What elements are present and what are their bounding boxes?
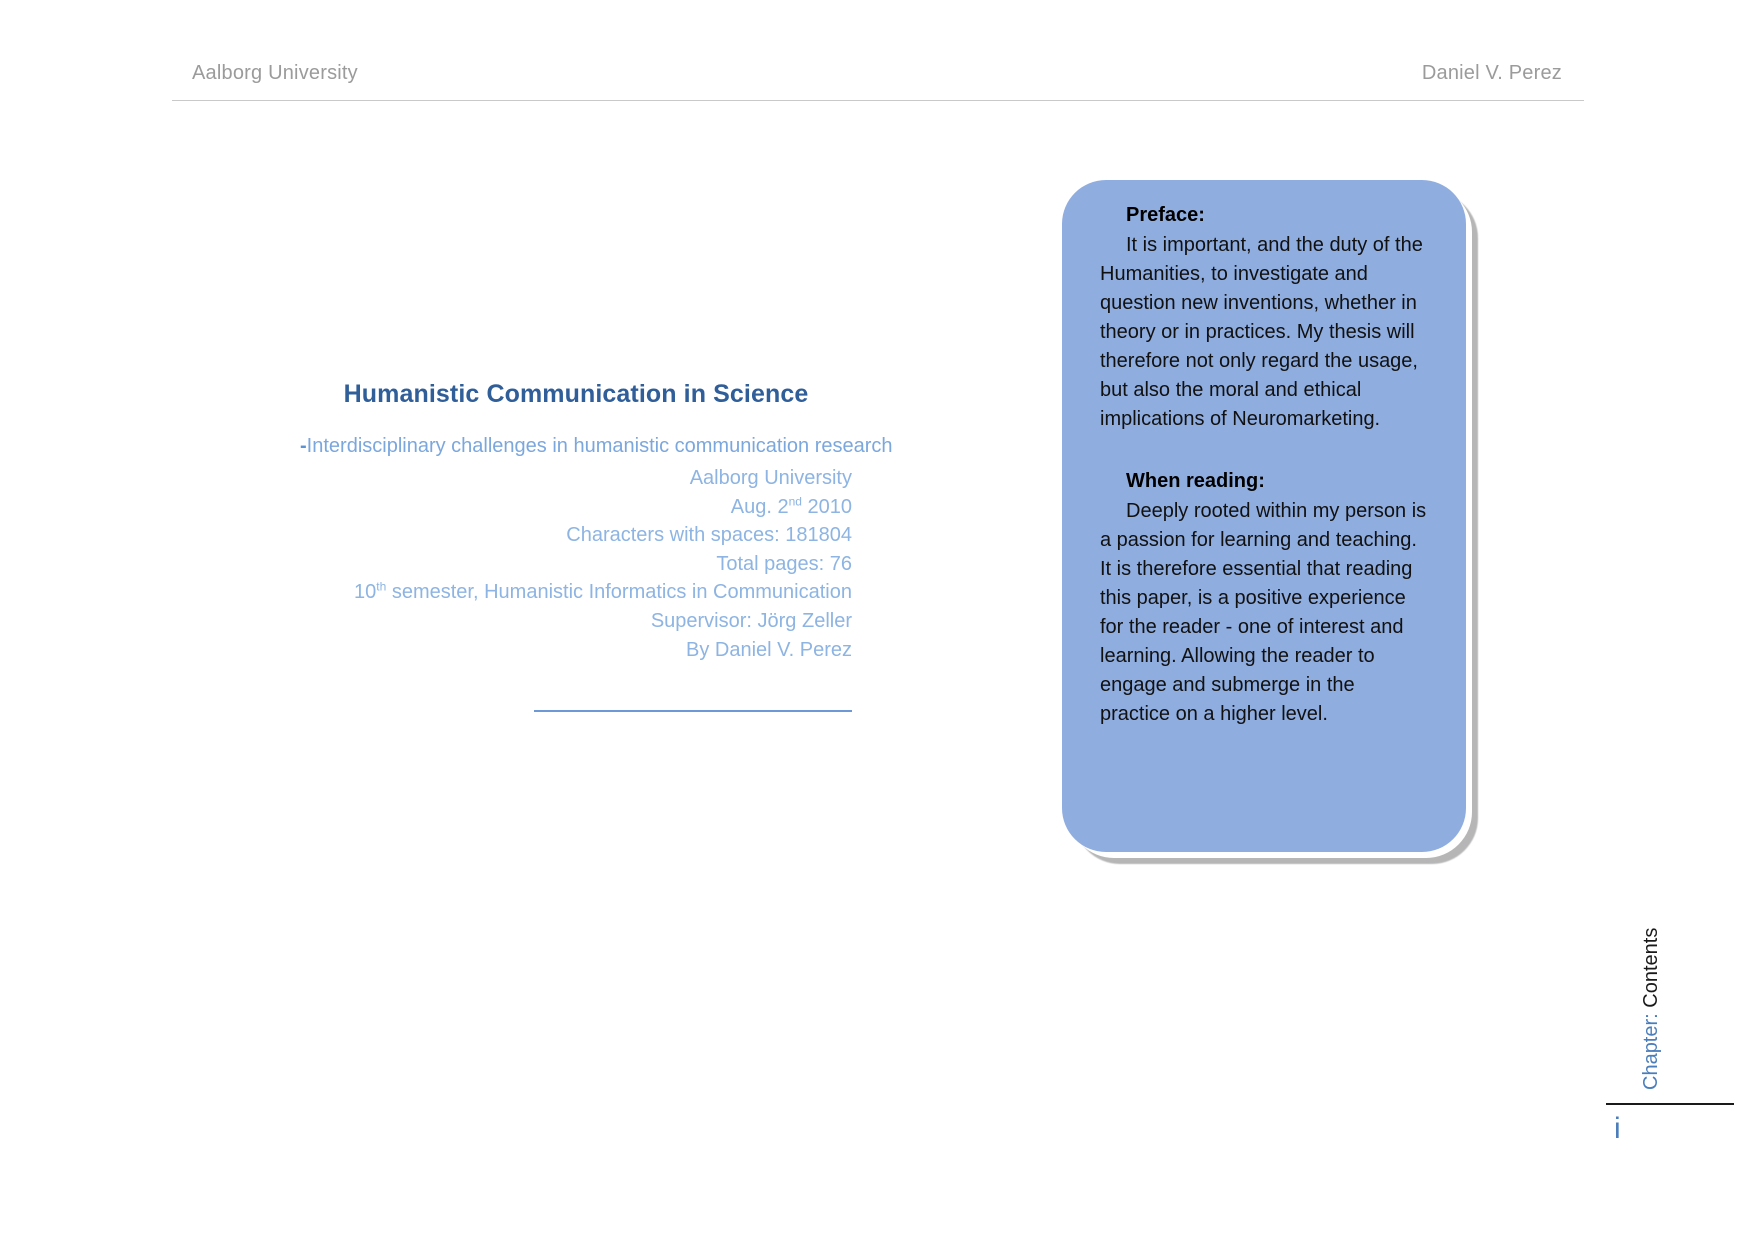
title-block [300,380,893,712]
meta-line-supervisor: Supervisor: Jörg Zeller [650,609,852,632]
callout-spacer [1100,434,1430,470]
meta-line-author: By Daniel V. Perez [685,638,852,661]
meta-line-total-pages: Total pages: 76 [716,552,852,575]
date-prefix: Aug. 2 [730,495,789,518]
side-chapter-rotated-text [1640,928,1663,1090]
preface-heading: Preface: [1126,204,1205,226]
when-reading-paragraph: Deeply rooted within my person is a passion for learning and teaching. It is therefore essential that reading this paper, is a positive experience for the reader - one of interest and learning. Allowing the reader to engage and submerge in the practice on a higher level. [1100,500,1427,725]
meta-line-characters: Characters with spaces: 181804 [566,524,852,547]
subtitle-text: Interdisciplinary challenges in humanistic communication research [306,435,893,457]
meta-line-semester [300,578,852,607]
meta-line-university: Aalborg University [689,467,852,489]
callout-box [1062,180,1466,852]
semester-program: semester, Humanistic Informatics in Communication [386,581,852,604]
page-title: Humanistic Communication in Science [343,380,809,408]
date-ordinal-suffix: nd [788,493,802,508]
side-chapter-name: Contents [1640,927,1662,1008]
preface-paragraph: It is important, and the duty of the Humanities, to investigate and question new inventions, whether in theory or in practices. My thesis will therefore not only regard the usage, but also the moral and ethical implications of Neuromarketing. [1100,234,1423,430]
when-reading-heading: When reading: [1126,470,1265,492]
subtitle-dash: - [300,435,307,457]
title-underline-rule [534,710,852,712]
meta-line-date [300,493,852,522]
semester-ordinal-suffix: th [376,579,387,594]
side-chapter-word: Chapter: [1640,1007,1662,1090]
running-header [172,62,1584,101]
header-institution: Aalborg University [192,62,358,84]
page-number: i [1614,1112,1621,1145]
document-subtitle [300,435,893,458]
header-author: Daniel V. Perez [1421,62,1562,84]
date-year: 2010 [801,495,852,518]
footer-divider [1606,1103,1734,1105]
side-chapter-label [1616,878,1662,1098]
semester-number: 10 [354,581,377,604]
